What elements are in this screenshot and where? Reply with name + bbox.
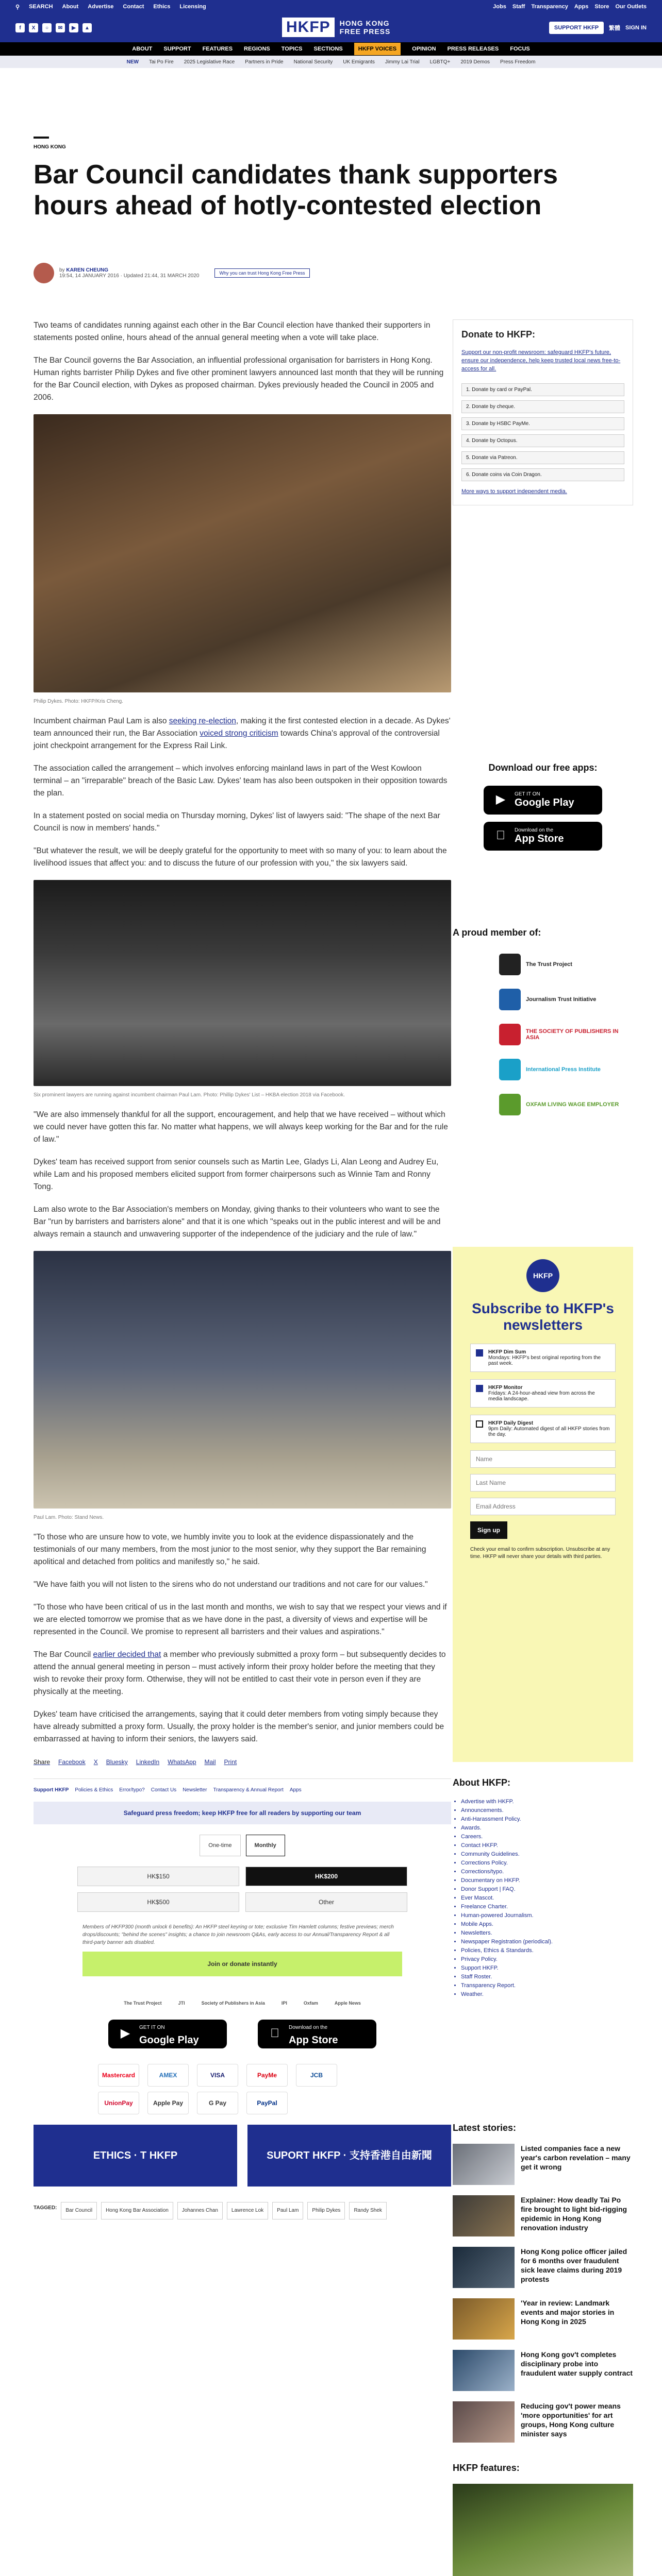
bluesky-icon[interactable]: ▲ xyxy=(82,23,92,32)
trust-project-icon xyxy=(499,954,521,975)
photo-caption: Philip Dykes. Photo: HKFP/Kris Cheng. xyxy=(34,699,123,704)
appstore-big: App Store xyxy=(515,833,564,844)
story-title[interactable]: Reducing gov't power means 'more opportunities' for art groups, Hong Kong culture minister says xyxy=(521,2402,621,2438)
paragraph: "But whatever the result, we will be deeply grateful for the opportunity to meet with so many of you: to learn about the livelihood issues that affect you: and to discuss the future of our profession with you," the six lawyers said. xyxy=(34,846,447,868)
logo-text xyxy=(340,19,391,36)
paragraph xyxy=(34,715,451,752)
paragraph: "To those who are unsure how to vote, we humbly invite you to look at the evidence dispassionately and the testimonials of our many members, from the most junior to the most senior, why they support the Bar remaining apolitical and detached from politics and manifestly so," he said. xyxy=(34,1533,426,1566)
nl-option-name: HKFP Dim Sum xyxy=(488,1349,526,1355)
logo-line1: HONG KONG xyxy=(339,19,390,27)
partner-logo[interactable]: Oxfam xyxy=(303,2001,318,2006)
ticker-new-label: NEW xyxy=(126,59,139,65)
topbar-link-outlets[interactable]: Our Outlets xyxy=(615,4,647,10)
footer-link[interactable]: Apps xyxy=(289,1787,302,1793)
newsletter-option-dimsum[interactable] xyxy=(470,1344,616,1372)
gplay-big: Google Play xyxy=(515,797,574,808)
jcb-icon: JCB xyxy=(296,2064,337,2087)
article-kicker[interactable]: HONG KONG xyxy=(34,144,66,150)
about-title: About HKFP: xyxy=(453,1777,510,1788)
topbar-link-jobs[interactable]: Jobs xyxy=(493,4,506,10)
apps-title: Download our free apps: xyxy=(488,762,598,773)
features-title: HKFP features: xyxy=(453,2463,520,2473)
nl-option-desc: 9pm Daily: Automated digest of all HKFP stories from the day. xyxy=(488,1426,610,1437)
language-link[interactable]: 繁體 xyxy=(609,25,621,31)
ticker-item[interactable]: National Security xyxy=(293,59,333,65)
story-title[interactable]: Hong Kong gov't completes disciplinary probe into fraudulent water supply contract xyxy=(521,2350,633,2377)
masthead xyxy=(0,13,662,42)
instagram-icon[interactable]: ○ xyxy=(42,23,52,32)
footer-link[interactable]: Transparency & Annual Report xyxy=(213,1787,284,1793)
ticker-item[interactable]: LGBTQ+ xyxy=(429,59,451,65)
search-icon[interactable]: ⚲ xyxy=(15,4,20,10)
apple-icon xyxy=(493,828,508,843)
story-title[interactable]: Explainer: How deadly Tai Po fire brought to light bid-rigging epidemic in Hong Kong renovation industry xyxy=(521,2196,627,2232)
topbar-link-about[interactable]: About xyxy=(62,4,79,10)
nav-opinion[interactable]: OPINION xyxy=(412,46,436,52)
paragraph: Lam also wrote to the Bar Association's members on Monday, giving thanks to their volunteers who want to see the Bar "run by barristers and barristers alone" and that it is one which "speaks out in the public interest and will be and always remain a staunch and unwavering supporter of the independence of the judiciary and the rule of law." xyxy=(34,1205,441,1239)
partner-label: International Press Institute xyxy=(526,1066,601,1073)
logo-box: HKFP xyxy=(282,18,335,37)
share-x[interactable]: X xyxy=(93,1758,98,1766)
share-whatsapp[interactable]: WhatsApp xyxy=(168,1758,196,1766)
topic-ticker xyxy=(0,56,662,68)
paragraph-text: The Bar Council xyxy=(34,1650,93,1659)
ticker-item[interactable]: 2025 Legislative Race xyxy=(184,59,235,65)
share-bluesky[interactable]: Bluesky xyxy=(106,1758,128,1766)
apple-icon xyxy=(267,2026,283,2041)
gplay-small: GET IT ON xyxy=(139,2025,165,2030)
topbar-link-store[interactable]: Store xyxy=(594,4,609,10)
partner-jti[interactable] xyxy=(499,989,633,1010)
photo-caption: Paul Lam. Photo: Stand News. xyxy=(34,1515,104,1520)
ticker-item[interactable]: UK Emigrants xyxy=(343,59,375,65)
checkbox-checked[interactable] xyxy=(476,1385,483,1392)
amex-icon: AMEX xyxy=(147,2064,189,2087)
ticker-item[interactable]: 2019 Demos xyxy=(460,59,490,65)
about-link[interactable]: • Staff Roster. xyxy=(461,1973,633,1981)
youtube-icon[interactable]: ▶ xyxy=(69,23,78,32)
author-link[interactable]: KAREN CHEUNG xyxy=(66,267,109,273)
payment-methods xyxy=(98,2064,387,2114)
newsletter-note: Check your email to confirm subscription. Unsubscribe at any time. HKFP will never share your details with third parties. xyxy=(470,1547,610,1560)
nav-support[interactable]: SUPPORT xyxy=(163,46,191,52)
about-link[interactable]: • Community Guidelines. xyxy=(461,1850,633,1859)
support-promo[interactable]: SUPORT HKFP · 支持香港自由新聞 xyxy=(247,2125,451,2187)
tag[interactable]: Bar Council xyxy=(61,2202,97,2219)
photo-caption: Six prominent lawyers are running against incumbent chairman Paul Lam. Photo: Phillip Dykes' List – HKBA election 2018 via Facebook. xyxy=(34,1092,345,1098)
paragraph: "We have faith you will not listen to the sirens who do not understand our traditions and not care for our values." xyxy=(34,1580,428,1589)
topbar-link-staff[interactable]: Staff xyxy=(512,4,525,10)
latest-story[interactable] xyxy=(453,2350,633,2391)
nav-regions[interactable]: REGIONS xyxy=(244,46,270,52)
tag[interactable]: Philip Dykes xyxy=(307,2202,345,2219)
about-link[interactable]: • Support HKFP. xyxy=(461,1964,633,1973)
story-title[interactable]: Hong Kong police officer jailed for 6 months over fraudulent sick leave claims during 2019 protests xyxy=(521,2247,627,2283)
about-link[interactable]: • Freelance Charter. xyxy=(461,1903,633,1911)
about-link[interactable]: • Documentary on HKFP. xyxy=(461,1876,633,1885)
about-link[interactable]: • Newsletters. xyxy=(461,1929,633,1938)
seeking-reelection-link[interactable]: seeking re-election xyxy=(169,717,236,725)
nav-sections[interactable]: SECTIONS xyxy=(313,46,343,52)
article-title: Bar Council candidates thank supporters hours ahead of hotly-contested election xyxy=(34,160,558,221)
story-thumb xyxy=(453,2298,515,2340)
topbar-link-licensing[interactable]: Licensing xyxy=(179,4,206,10)
nl-option-desc: Mondays: HKFP's best original reporting from the past week. xyxy=(488,1355,601,1366)
google-pay-icon: G Pay xyxy=(197,2092,238,2114)
amount-option-selected[interactable]: HK$200 xyxy=(245,1867,407,1886)
voiced-criticism-link[interactable]: voiced strong criticism xyxy=(200,729,278,738)
share-facebook[interactable]: Facebook xyxy=(58,1758,86,1766)
story-thumb xyxy=(453,2195,515,2236)
about-link[interactable]: • Careers. xyxy=(461,1833,633,1841)
byline xyxy=(34,263,310,283)
tags-label: TAGGED: xyxy=(34,2205,57,2211)
partners-sidebar xyxy=(453,927,633,1129)
about-link[interactable]: • Corrections/typo. xyxy=(461,1868,633,1876)
unionpay-icon: UnionPay xyxy=(98,2092,139,2114)
about-link[interactable]: • Awards. xyxy=(461,1824,633,1833)
partner-ipi[interactable] xyxy=(499,1059,633,1080)
ipi-icon xyxy=(499,1059,521,1080)
about-link[interactable]: • Advertise with HKFP. xyxy=(461,1798,633,1806)
footer-links xyxy=(34,1778,451,1797)
paypal-icon: PayPal xyxy=(246,2092,288,2114)
latest-story[interactable] xyxy=(453,2401,633,2443)
by-prefix: by xyxy=(59,267,65,273)
story-thumb xyxy=(453,2144,515,2185)
paragraph-text: towards China's approval of the controversial joint checkpoint arrangement for the Express Rail Link. xyxy=(34,729,440,750)
oxfam-icon xyxy=(499,1094,521,1115)
nav-focus[interactable]: FOCUS xyxy=(510,46,530,52)
partner-logo[interactable]: Society of Publishers in Asia xyxy=(201,2001,265,2006)
sopa-icon xyxy=(499,1024,521,1045)
appstore-small: Download on the xyxy=(515,827,554,833)
about-link[interactable]: • Transparency Report. xyxy=(461,1981,633,1990)
topbar-link-apps[interactable]: Apps xyxy=(574,4,589,10)
app-store-button[interactable] xyxy=(258,2020,376,2048)
story-title[interactable]: 'Year in review: Landmark events and major stories in Hong Kong in 2025 xyxy=(521,2299,615,2326)
checkbox-unchecked[interactable] xyxy=(476,1420,483,1428)
article-date: 19:54, 14 JANUARY 2016 · Updated 21:44, 31 MARCH 2020 xyxy=(59,273,200,279)
latest-story[interactable] xyxy=(453,2298,633,2340)
donate-option[interactable]: 2. Donate by cheque. xyxy=(461,400,624,413)
donate-option[interactable]: 5. Donate via Patreon. xyxy=(461,451,624,464)
share-label: Share xyxy=(34,1758,51,1766)
partner-label: Journalism Trust Initiative xyxy=(526,996,597,1003)
nav-topics[interactable]: TOPICS xyxy=(281,46,303,52)
donate-intro-link[interactable]: Support our non-profit newsroom: safeguard HKFP's future, ensure our independence, help keep trusted local news free-to-access for all. xyxy=(461,349,621,372)
partner-label: OXFAM LIVING WAGE EMPLOYER xyxy=(526,1101,619,1108)
about-link[interactable]: • Policies, Ethics & Standards. xyxy=(461,1946,633,1955)
footer-link[interactable]: Contact Us xyxy=(151,1787,177,1793)
nl-option-desc: Fridays: A 24-hour-ahead view from across the media landscape. xyxy=(488,1391,595,1402)
story-thumb xyxy=(453,2350,515,2391)
tab-monthly[interactable]: Monthly xyxy=(246,1835,285,1856)
latest-story[interactable] xyxy=(453,2247,633,2288)
social-links xyxy=(15,23,92,32)
share-bar xyxy=(34,1756,451,1768)
footer-app-buttons xyxy=(34,2020,451,2048)
mail-icon[interactable]: ✉ xyxy=(56,23,65,32)
checkbox-checked[interactable] xyxy=(476,1349,483,1357)
paragraph: Two teams of candidates running against each other in the Bar Council election have thanked their supporters in statements posted online, hours ahead of the annual general meeting when a vote will take place. xyxy=(34,321,431,342)
article-photo-lawyers xyxy=(34,880,451,1086)
google-play-icon: ▶ xyxy=(120,2026,130,2040)
article-header xyxy=(34,144,626,221)
latest-story[interactable] xyxy=(453,2195,633,2236)
appstore-big: App Store xyxy=(289,2035,338,2046)
about-link[interactable]: • Ever Mascot. xyxy=(461,1894,633,1903)
amount-option[interactable]: HK$150 xyxy=(77,1867,239,1886)
paragraph-text: Incumbent chairman Paul Lam is also xyxy=(34,717,169,725)
donate-option[interactable]: 6. Donate coins via Coin Dragon. xyxy=(461,468,624,481)
nav-features[interactable]: FEATURES xyxy=(202,46,233,52)
donate-widget xyxy=(77,1835,407,1976)
signup-button[interactable]: Sign up xyxy=(470,1521,507,1539)
nav-hkfp-voices[interactable]: HKFP VOICES xyxy=(354,43,401,55)
nav-about[interactable]: ABOUT xyxy=(132,46,153,52)
mastercard-icon: Mastercard xyxy=(98,2064,139,2087)
donate-title: Donate to HKFP: xyxy=(461,329,535,340)
feature-story[interactable] xyxy=(453,2484,633,2576)
why-trust-button[interactable]: Why you can trust Hong Kong Free Press xyxy=(214,268,309,278)
share-mail[interactable]: Mail xyxy=(204,1758,216,1766)
footer-link[interactable]: Policies & Ethics xyxy=(75,1787,113,1793)
partners-title: A proud member of: xyxy=(453,927,541,938)
paragraph: In a statement posted on social media on Thursday morning, Dykes' list of lawyers said: "The shape of the next Bar Council is now in members' hands." xyxy=(34,811,440,833)
donate-option[interactable]: 4. Donate by Octopus. xyxy=(461,434,624,447)
partner-sopa[interactable] xyxy=(499,1024,633,1045)
about-link[interactable]: • Weather. xyxy=(461,1990,633,1999)
about-link[interactable]: • Corrections Policy. xyxy=(461,1859,633,1868)
nl-option-name: HKFP Monitor xyxy=(488,1385,523,1391)
share-linkedin[interactable]: LinkedIn xyxy=(136,1758,160,1766)
features-sidebar xyxy=(453,2463,633,2576)
paragraph: "To those who have been critical of us in the last month and months, we wish to say that we respect your views and if we are elected tomorrow we promise that as we have done in the past, a diversity of views and expertise will be represented in the Council. We promise to represent all barristers and their values and aspirations." xyxy=(34,1603,447,1636)
tag[interactable]: Johannes Chan xyxy=(177,2202,223,2219)
more-ways-link[interactable]: More ways to support independent media. xyxy=(461,488,567,495)
gplay-small: GET IT ON xyxy=(515,791,540,797)
tag[interactable]: Hong Kong Bar Association xyxy=(101,2202,173,2219)
about-link[interactable]: • Contact HKFP. xyxy=(461,1841,633,1850)
paragraph: Dykes' team has received support from senior counsels such as Martin Lee, Gladys Li, Alan Leong and Audrey Eu, while Lam and his proposed members elicited support from former chairpersons such as Winnie Tam and Ronny Tong. xyxy=(34,1158,439,1191)
article-photo-dykes xyxy=(34,414,451,692)
topbar-link-ethics[interactable]: Ethics xyxy=(153,4,171,10)
join-donate-button[interactable]: Join or donate instantly xyxy=(82,1952,402,1976)
apple-pay-icon: Apple Pay xyxy=(147,2092,189,2114)
about-link[interactable]: • Announcements. xyxy=(461,1806,633,1815)
newsletter-option-monitor[interactable] xyxy=(470,1379,616,1408)
partner-logo[interactable]: IPI xyxy=(281,2001,287,2006)
hkfp-circle-logo: HKFP xyxy=(526,1259,559,1292)
article-body xyxy=(34,319,451,2219)
payme-icon: PayMe xyxy=(246,2064,288,2087)
tab-onetime[interactable]: One-time xyxy=(200,1835,240,1856)
kicker-bar xyxy=(34,137,49,139)
paragraph: "We are also immensely thankful for all the support, encouragement, and help that we have received – without which we could never have gotten this far. No matter what happens, we will always keep working for the Bar and for the rule of law." xyxy=(34,1110,448,1144)
promo-banners xyxy=(34,2125,451,2187)
about-link[interactable]: • Privacy Policy. xyxy=(461,1955,633,1964)
partner-logo[interactable]: The Trust Project xyxy=(124,2001,162,2006)
email-input[interactable] xyxy=(470,1498,616,1515)
logo-line2: FREE PRESS xyxy=(339,27,391,36)
main-nav xyxy=(0,42,662,56)
nav-press-releases[interactable]: PRESS RELEASES xyxy=(447,46,499,52)
about-sidebar xyxy=(453,1777,633,1999)
apps-sidebar xyxy=(453,762,633,851)
topbar-link-contact[interactable]: Contact xyxy=(123,4,144,10)
search-link[interactable]: SEARCH xyxy=(29,4,53,10)
about-link[interactable]: • Mobile Apps. xyxy=(461,1920,633,1929)
about-link[interactable]: • Newspaper Registration (periodical). xyxy=(461,1938,633,1946)
footer-link[interactable]: Newsletter xyxy=(183,1787,207,1793)
nl-option-name: HKFP Daily Digest xyxy=(488,1420,534,1426)
members-benefits-text: Members of HKFP300 (month unlock 6 benefits): An HKFP steel keyring or tote; exclusive Tim Hamlett columns; festive previews; merch drops/discounts; "behind the scenes" insights; a chance to join newsroom Q&As, early access to our Annual/Transparency Report & all third-party banner ads disabled. xyxy=(82,1924,394,1945)
ethics-promo[interactable]: ETHICS · T HKFP xyxy=(34,2125,237,2187)
google-play-icon: ▶ xyxy=(495,792,506,806)
paragraph: Dykes' team have criticised the arrangements, saying that it could deter members from voting simply because they have already submitted a proxy form. Usually, the proxy holder is the member's senior, and junior members could be embarrassed at having to inform their seniors, the lawyers said. xyxy=(34,1710,444,1743)
partner-trust-project[interactable] xyxy=(499,954,633,975)
gplay-big: Google Play xyxy=(139,2035,199,2046)
story-title[interactable]: Listed companies face a new year's carbon revelation – many get it wrong xyxy=(521,2144,631,2171)
hkfp-logo[interactable] xyxy=(282,18,390,37)
partner-label: THE SOCIETY OF PUBLISHERS IN ASIA xyxy=(525,1028,619,1041)
author-avatar xyxy=(34,263,54,283)
donate-option[interactable]: 1. Donate by card or PayPal. xyxy=(461,383,624,396)
latest-stories xyxy=(453,2123,633,2453)
paragraph: The association called the arrangement – which involves enforcing mainland laws in part of the West Kowloon terminal – an "irreparable" breach of the Basic Law. Dykes' team has also been outspoken in their opposition towards the plan. xyxy=(34,764,448,798)
paragraph xyxy=(34,1649,451,1698)
x-icon[interactable]: X xyxy=(29,23,38,32)
support-hkfp-button[interactable]: SUPPORT HKFP xyxy=(549,22,604,34)
about-links xyxy=(453,1798,633,1999)
paragraph-text: , making it the first contested election in a decade. As Dykes' team announced their run, the Bar Association xyxy=(34,717,451,738)
latest-story[interactable] xyxy=(453,2144,633,2185)
ticker-item[interactable]: Press Freedom xyxy=(500,59,536,65)
partner-logo[interactable]: JTI xyxy=(178,2001,185,2006)
tag[interactable]: Randy Shek xyxy=(349,2202,386,2219)
article-photo-paul-lam xyxy=(34,1251,451,1509)
amount-option[interactable]: HK$500 xyxy=(77,1892,239,1912)
visa-icon: VISA xyxy=(197,2064,238,2087)
footer-link-support[interactable]: Support HKFP xyxy=(34,1787,69,1793)
sidebar-app-store[interactable] xyxy=(484,822,602,851)
donate-options xyxy=(461,383,624,481)
last-name-input[interactable] xyxy=(470,1474,616,1492)
amount-option-other[interactable]: Other xyxy=(245,1892,407,1912)
footer-link[interactable]: Error/typo? xyxy=(119,1787,145,1793)
name-input[interactable] xyxy=(470,1450,616,1468)
paragraph: The Bar Council governs the Bar Association, an influential professional organisation for barristers in Hong Kong. Human rights barrister Philip Dykes and five other prominent lawyers announced last month that they will be running for the Bar Council election, with Dykes as proposed chairman. Dykes previously headed the Council in 2005 and 2006. xyxy=(34,356,444,402)
signin-link[interactable]: SIGN IN xyxy=(625,25,647,31)
tags xyxy=(34,2202,451,2219)
story-thumb xyxy=(453,2401,515,2443)
ticker-item[interactable]: Jimmy Lai Trial xyxy=(385,59,420,65)
footer-partners xyxy=(34,1997,451,2009)
tag[interactable]: Lawrence Lok xyxy=(227,2202,268,2219)
newsletter-option-digest[interactable] xyxy=(470,1415,616,1443)
support-banner[interactable]: Safeguard press freedom; keep HKFP free for all readers by supporting our team xyxy=(34,1802,451,1824)
topbar-link-transparency[interactable]: Transparency xyxy=(531,4,568,10)
top-utility-bar xyxy=(0,0,662,13)
earlier-decided-link[interactable]: earlier decided that xyxy=(93,1650,161,1659)
share-print[interactable]: Print xyxy=(224,1758,237,1766)
google-play-button[interactable] xyxy=(108,2020,227,2048)
latest-title: Latest stories: xyxy=(453,2123,517,2133)
facebook-icon[interactable]: f xyxy=(15,23,25,32)
partner-label: The Trust Project xyxy=(526,961,572,968)
partner-logo[interactable]: Apple News xyxy=(334,2001,361,2006)
feature-image xyxy=(453,2484,633,2576)
appstore-small: Download on the xyxy=(289,2025,328,2030)
ticker-item[interactable]: Partners in Pride xyxy=(245,59,284,65)
about-link[interactable]: • Donor Support | FAQ. xyxy=(461,1885,633,1894)
tag[interactable]: Paul Lam xyxy=(272,2202,303,2219)
story-thumb xyxy=(453,2247,515,2288)
sidebar-google-play[interactable] xyxy=(484,786,602,815)
about-link[interactable]: • Anti-Harassment Policy. xyxy=(461,1815,633,1824)
topbar-link-advertise[interactable]: Advertise xyxy=(88,4,114,10)
partner-oxfam[interactable] xyxy=(499,1094,633,1115)
ticker-item[interactable]: Tai Po Fire xyxy=(148,59,174,65)
newsletter-signup xyxy=(453,1247,633,1762)
newsletter-title: Subscribe to HKFP's newsletters xyxy=(472,1300,614,1333)
about-link[interactable]: • Human-powered Journalism. xyxy=(461,1911,633,1920)
paragraph-text: a member who previously submitted a proxy form – but subsequently decides to attend the annual general meeting in person – must actively inform their proxy holder before the meeting that they wish to revoke their proxy form. Otherwise, they will not be entitled to cast their vote in person even if they are physically at the meeting. xyxy=(34,1650,446,1696)
jti-icon xyxy=(499,989,521,1010)
donate-option[interactable]: 3. Donate by HSBC PayMe. xyxy=(461,417,624,430)
donate-sidebar xyxy=(453,319,633,505)
